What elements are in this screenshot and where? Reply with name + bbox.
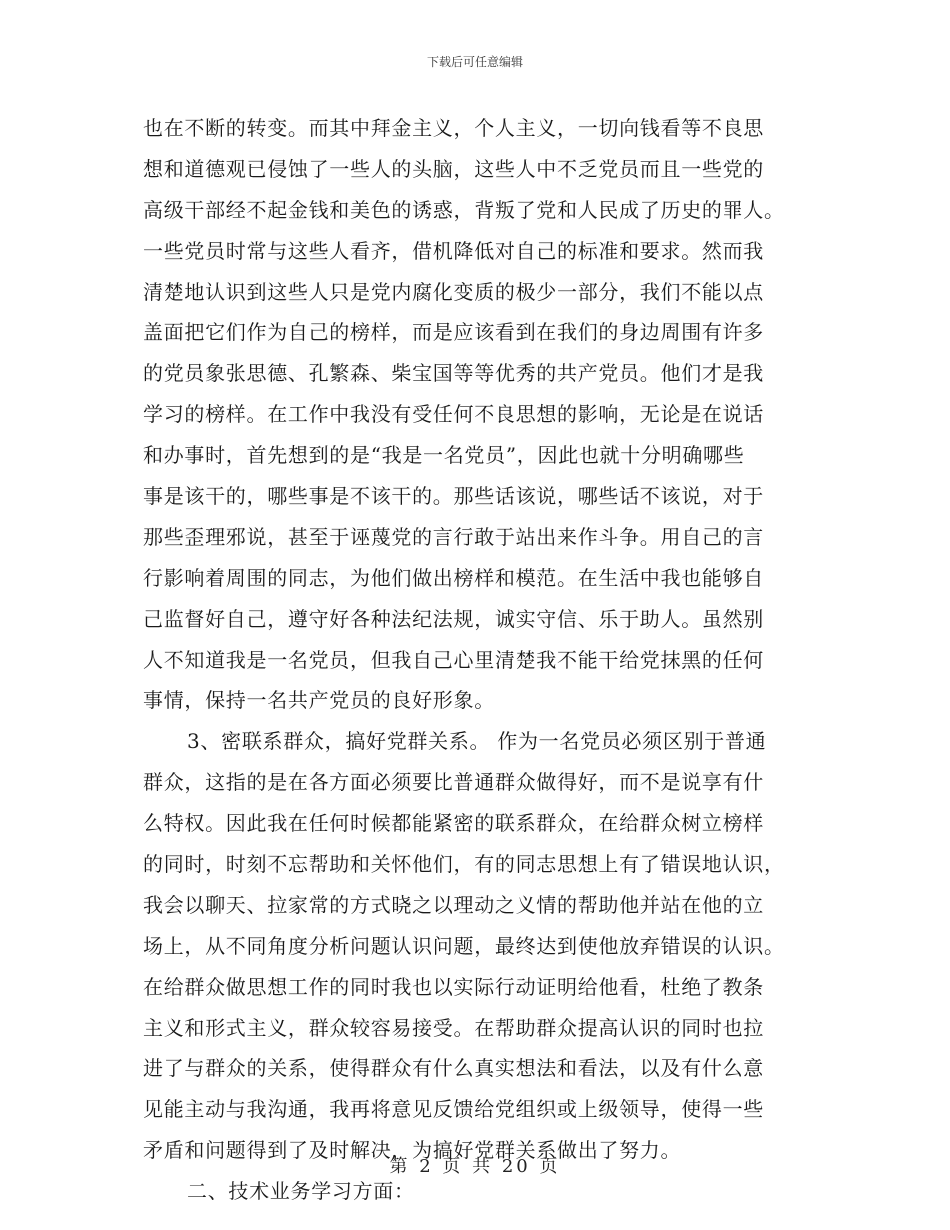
text-line: 场上，从不同角度分析问题认识问题，最终达到使他放弃错误的认识。 [143, 933, 785, 958]
text-line: 在给群众做思想工作的同时我也以实际行动证明给他看，杜绝了教条 [143, 974, 764, 999]
text-line: 进了与群众的关系，使得群众有什么真实想法和看法，以及有什么意 [143, 1056, 764, 1081]
text-line: 矛盾和问题得到了及时解决，为搞好党群关系做出了努力。 [143, 1138, 682, 1163]
text-line: 行影响着周围的同志，为他们做出榜样和模范。在生活中我也能够自 [143, 565, 764, 590]
text-line: 事是该干的，哪些事是不该干的。那些话该说，哪些话不该说，对于 [143, 484, 764, 509]
text-line: 见能主动与我沟通，我再将意见反馈给党组织或上级领导，使得一些 [143, 1097, 764, 1122]
text-line: 盖面把它们作为自己的榜样，而是应该看到在我们的身边周围有许多 [143, 320, 764, 345]
text-line: 那些歪理邪说，甚至于诬蔑党的言行敢于站出来作斗争。用自己的言 [143, 524, 764, 549]
text-line: 学习的榜样。在工作中我没有受任何不良思想的影响，无论是在说话 [143, 402, 764, 427]
section-heading-line: 3、密联系群众，搞好党群关系。 作为一名党员必须区别于普通 [187, 729, 767, 754]
text-line: 么特权。因此我在任何时候都能紧密的联系群众，在给群众树立榜样 [143, 811, 764, 836]
text-line: 一些党员时常与这些人看齐，借机降低对自己的标准和要求。然而我 [143, 238, 764, 263]
text-line: 也在不断的转变。而其中拜金主义，个人主义，一切向钱看等不良思 [143, 116, 764, 140]
text-line: 我会以聊天、拉家常的方式晓之以理动之义情的帮助他并站在他的立 [143, 892, 764, 917]
text-line: 己监督好自己，遵守好各种法纪法规，诚实守信、乐于助人。虽然别 [143, 606, 764, 631]
page-header: 下载后可任意编辑 [426, 55, 523, 69]
text-line: 群众，这指的是在各方面必须要比普通群众做得好，而不是说享有什 [143, 770, 764, 795]
text-line: 的党员象张思德、孔繁森、柴宝国等等优秀的共产党员。他们才是我 [143, 361, 764, 386]
text-line: 事情，保持一名共产党员的良好形象。 [143, 688, 495, 713]
text-line: 高级干部经不起金钱和美色的诱惑，背叛了党和人民成了历史的罪人。 [143, 197, 785, 222]
page-number: 第 2 页 共 20 页 [389, 1156, 561, 1177]
text-line: 和办事时，首先想到的是“我是一名党员”，因此也就十分明确哪些 [143, 443, 745, 468]
section-heading: 二、技术业务学习方面： [187, 1179, 415, 1204]
text-line: 清楚地认识到这些人只是党内腐化变质的极少一部分，我们不能以点 [143, 279, 764, 304]
text-line: 人不知道我是一名党员，但我自己心里清楚我不能干给党抹黑的任何 [143, 647, 764, 672]
text-line: 的同时，时刻不忘帮助和关怀他们，有的同志思想上有了错误地认识， [143, 852, 785, 877]
text-line: 想和道德观已侵蚀了一些人的头脑，这些人中不乏党员而且一些党的 [143, 156, 764, 181]
text-line: 主义和形式主义，群众较容易接受。在帮助群众提高认识的同时也拉 [143, 1015, 764, 1040]
document-body [143, 108, 823, 1212]
